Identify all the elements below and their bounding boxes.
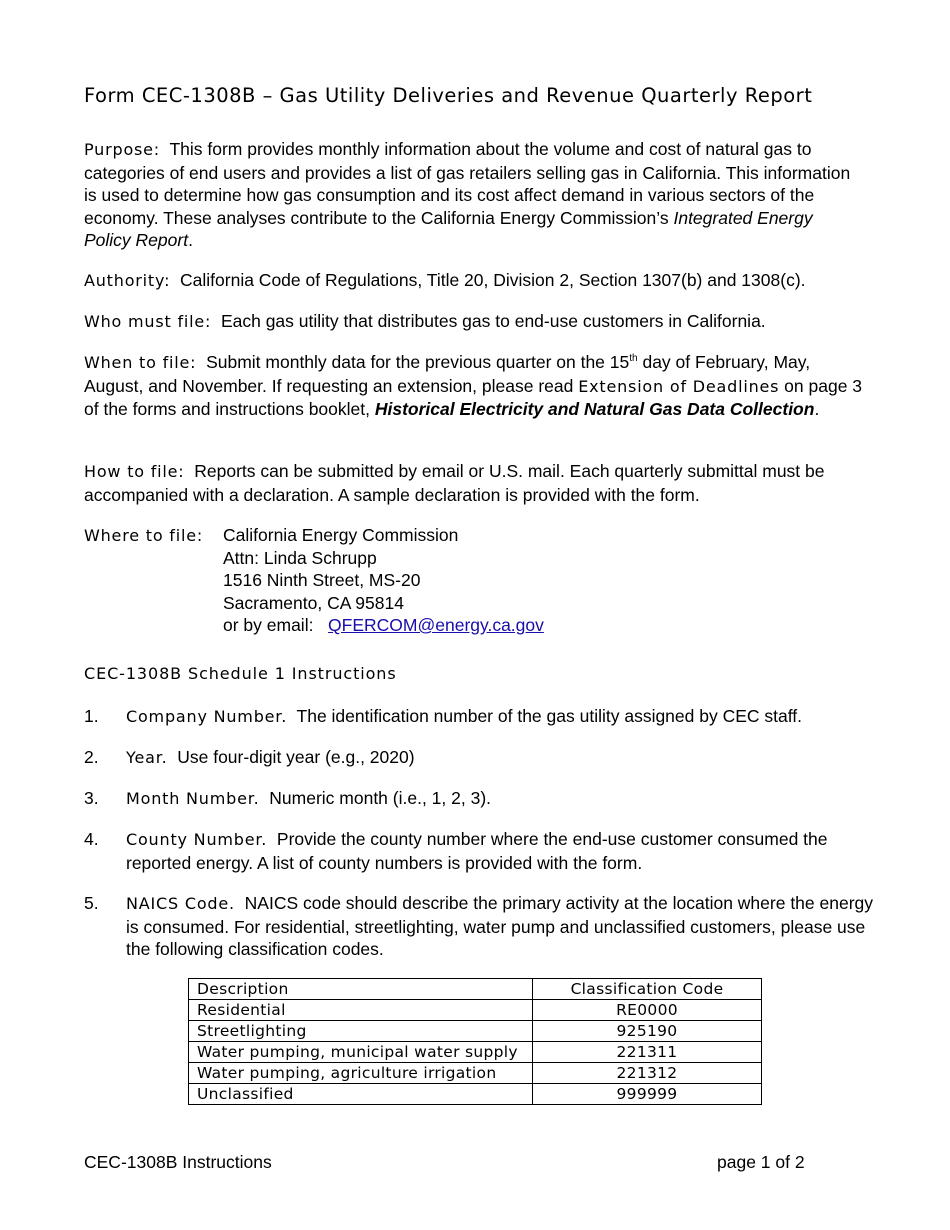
table-row	[189, 1042, 762, 1063]
item-number: 3.	[84, 788, 99, 808]
table-row	[189, 1063, 762, 1084]
item-text: Numeric month (i.e., 1, 2, 3).	[269, 788, 492, 808]
cell-code: 925190	[533, 1021, 762, 1042]
cell-code: 999999	[533, 1084, 762, 1105]
table-row	[189, 1000, 762, 1021]
when-sup: th	[629, 353, 638, 365]
address-line-3: 1516 Ninth Street, MS-20	[223, 570, 421, 590]
item-number: 4.	[84, 829, 99, 849]
cell-description: Water pumping, municipal water supply	[189, 1042, 533, 1063]
item-number: 5.	[84, 893, 99, 913]
purpose-end: .	[188, 230, 193, 250]
when-label: When to file:	[84, 353, 197, 372]
purpose-text: This form provides monthly information about the volume and cost of natural gas to categories of end users and provides a list of gas retailers selling gas in California. This information is used to determine how gas consumption and its cost affect demand in various sectors of the economy. These analyses contribute to the California Energy Commission’s	[84, 139, 851, 228]
when-text-b: day of February, May, August, and November. If requesting an extension, please read	[84, 352, 811, 396]
table-header-row	[189, 979, 762, 1000]
item-label: Company Number.	[126, 707, 288, 726]
authority-text: California Code of Regulations, Title 20, Division 2, Section 1307(b) and 1308(c).	[180, 270, 806, 290]
email-line	[223, 614, 623, 637]
when-text-a: Submit monthly data for the previous quarter on the 15	[206, 352, 630, 372]
header-code: Classification Code	[533, 979, 762, 1000]
report-name: Integrated Energy Policy Report	[84, 207, 813, 250]
footer-page-number: page 1 of 2	[717, 1152, 805, 1172]
page-title: Form CEC-1308B – Gas Utility Deliveries and Revenue Quarterly Report	[84, 84, 813, 107]
item-label: Year.	[126, 748, 168, 767]
classification-table	[188, 978, 762, 1105]
item-label: Month Number.	[126, 789, 260, 808]
who-section	[84, 310, 864, 334]
cell-description: Residential	[189, 1000, 533, 1021]
table-row	[189, 1021, 762, 1042]
how-section	[84, 460, 864, 506]
cell-code: 221312	[533, 1063, 762, 1084]
address-line-4: Sacramento, CA 95814	[223, 592, 404, 613]
authority-label: Authority:	[84, 271, 171, 290]
when-text-c: on page 3 of the forms and instructions booklet,	[84, 375, 863, 419]
email-link[interactable]: QFERCOM@energy.ca.gov	[328, 615, 544, 635]
cell-description: Unclassified	[189, 1084, 533, 1105]
how-label: How to file:	[84, 462, 185, 481]
item-text: Use four-digit year (e.g., 2020)	[177, 747, 415, 767]
cell-code: 221311	[533, 1042, 762, 1063]
cell-description: Water pumping, agriculture irrigation	[189, 1063, 533, 1084]
extension-label: Extension of Deadlines	[578, 376, 780, 396]
schedule-title: CEC-1308B Schedule 1 Instructions	[84, 664, 397, 683]
booklet-title: Historical Electricity and Natural Gas Data Collection	[374, 399, 815, 419]
footer-document-name: CEC-1308B Instructions	[84, 1152, 272, 1172]
address-line-1: California Energy Commission	[223, 525, 459, 545]
where-label: Where to file:	[84, 526, 204, 545]
purpose-label: Purpose:	[84, 140, 161, 159]
item-number: 1.	[84, 706, 99, 726]
item-label: NAICS Code.	[126, 894, 235, 913]
item-number: 2.	[84, 747, 99, 767]
where-section	[84, 524, 544, 635]
who-text: Each gas utility that distributes gas to end-use customers in California.	[220, 311, 766, 331]
email-prefix: or by email:	[223, 615, 314, 635]
item-label: County Number.	[126, 830, 268, 849]
item-text: NAICS code should describe the primary activity at the location where the energy is consumed. For residential, streetlighting, water pump and unclassified customers, please use the following classification codes.	[126, 893, 874, 959]
item-text: The identification number of the gas utility assigned by CEC staff.	[296, 706, 803, 726]
authority-section	[84, 269, 864, 293]
who-label: Who must file:	[84, 312, 212, 331]
when-section	[84, 351, 864, 421]
mailing-address	[223, 524, 623, 637]
cell-code: RE0000	[533, 1000, 762, 1021]
item-text: Provide the county number where the end-use customer consumed the reported energy. A list of county numbers is provided with the form.	[126, 829, 828, 873]
purpose-section	[84, 138, 864, 252]
how-text: Reports can be submitted by email or U.S. mail. Each quarterly submittal must be accompanied with a declaration. A sample declaration is provided with the form.	[84, 461, 825, 505]
header-description: Description	[189, 979, 533, 1000]
cell-description: Streetlighting	[189, 1021, 533, 1042]
address-line-2: Attn: Linda Schrupp	[223, 547, 377, 568]
table-row	[189, 1084, 762, 1105]
when-end: .	[814, 399, 820, 419]
